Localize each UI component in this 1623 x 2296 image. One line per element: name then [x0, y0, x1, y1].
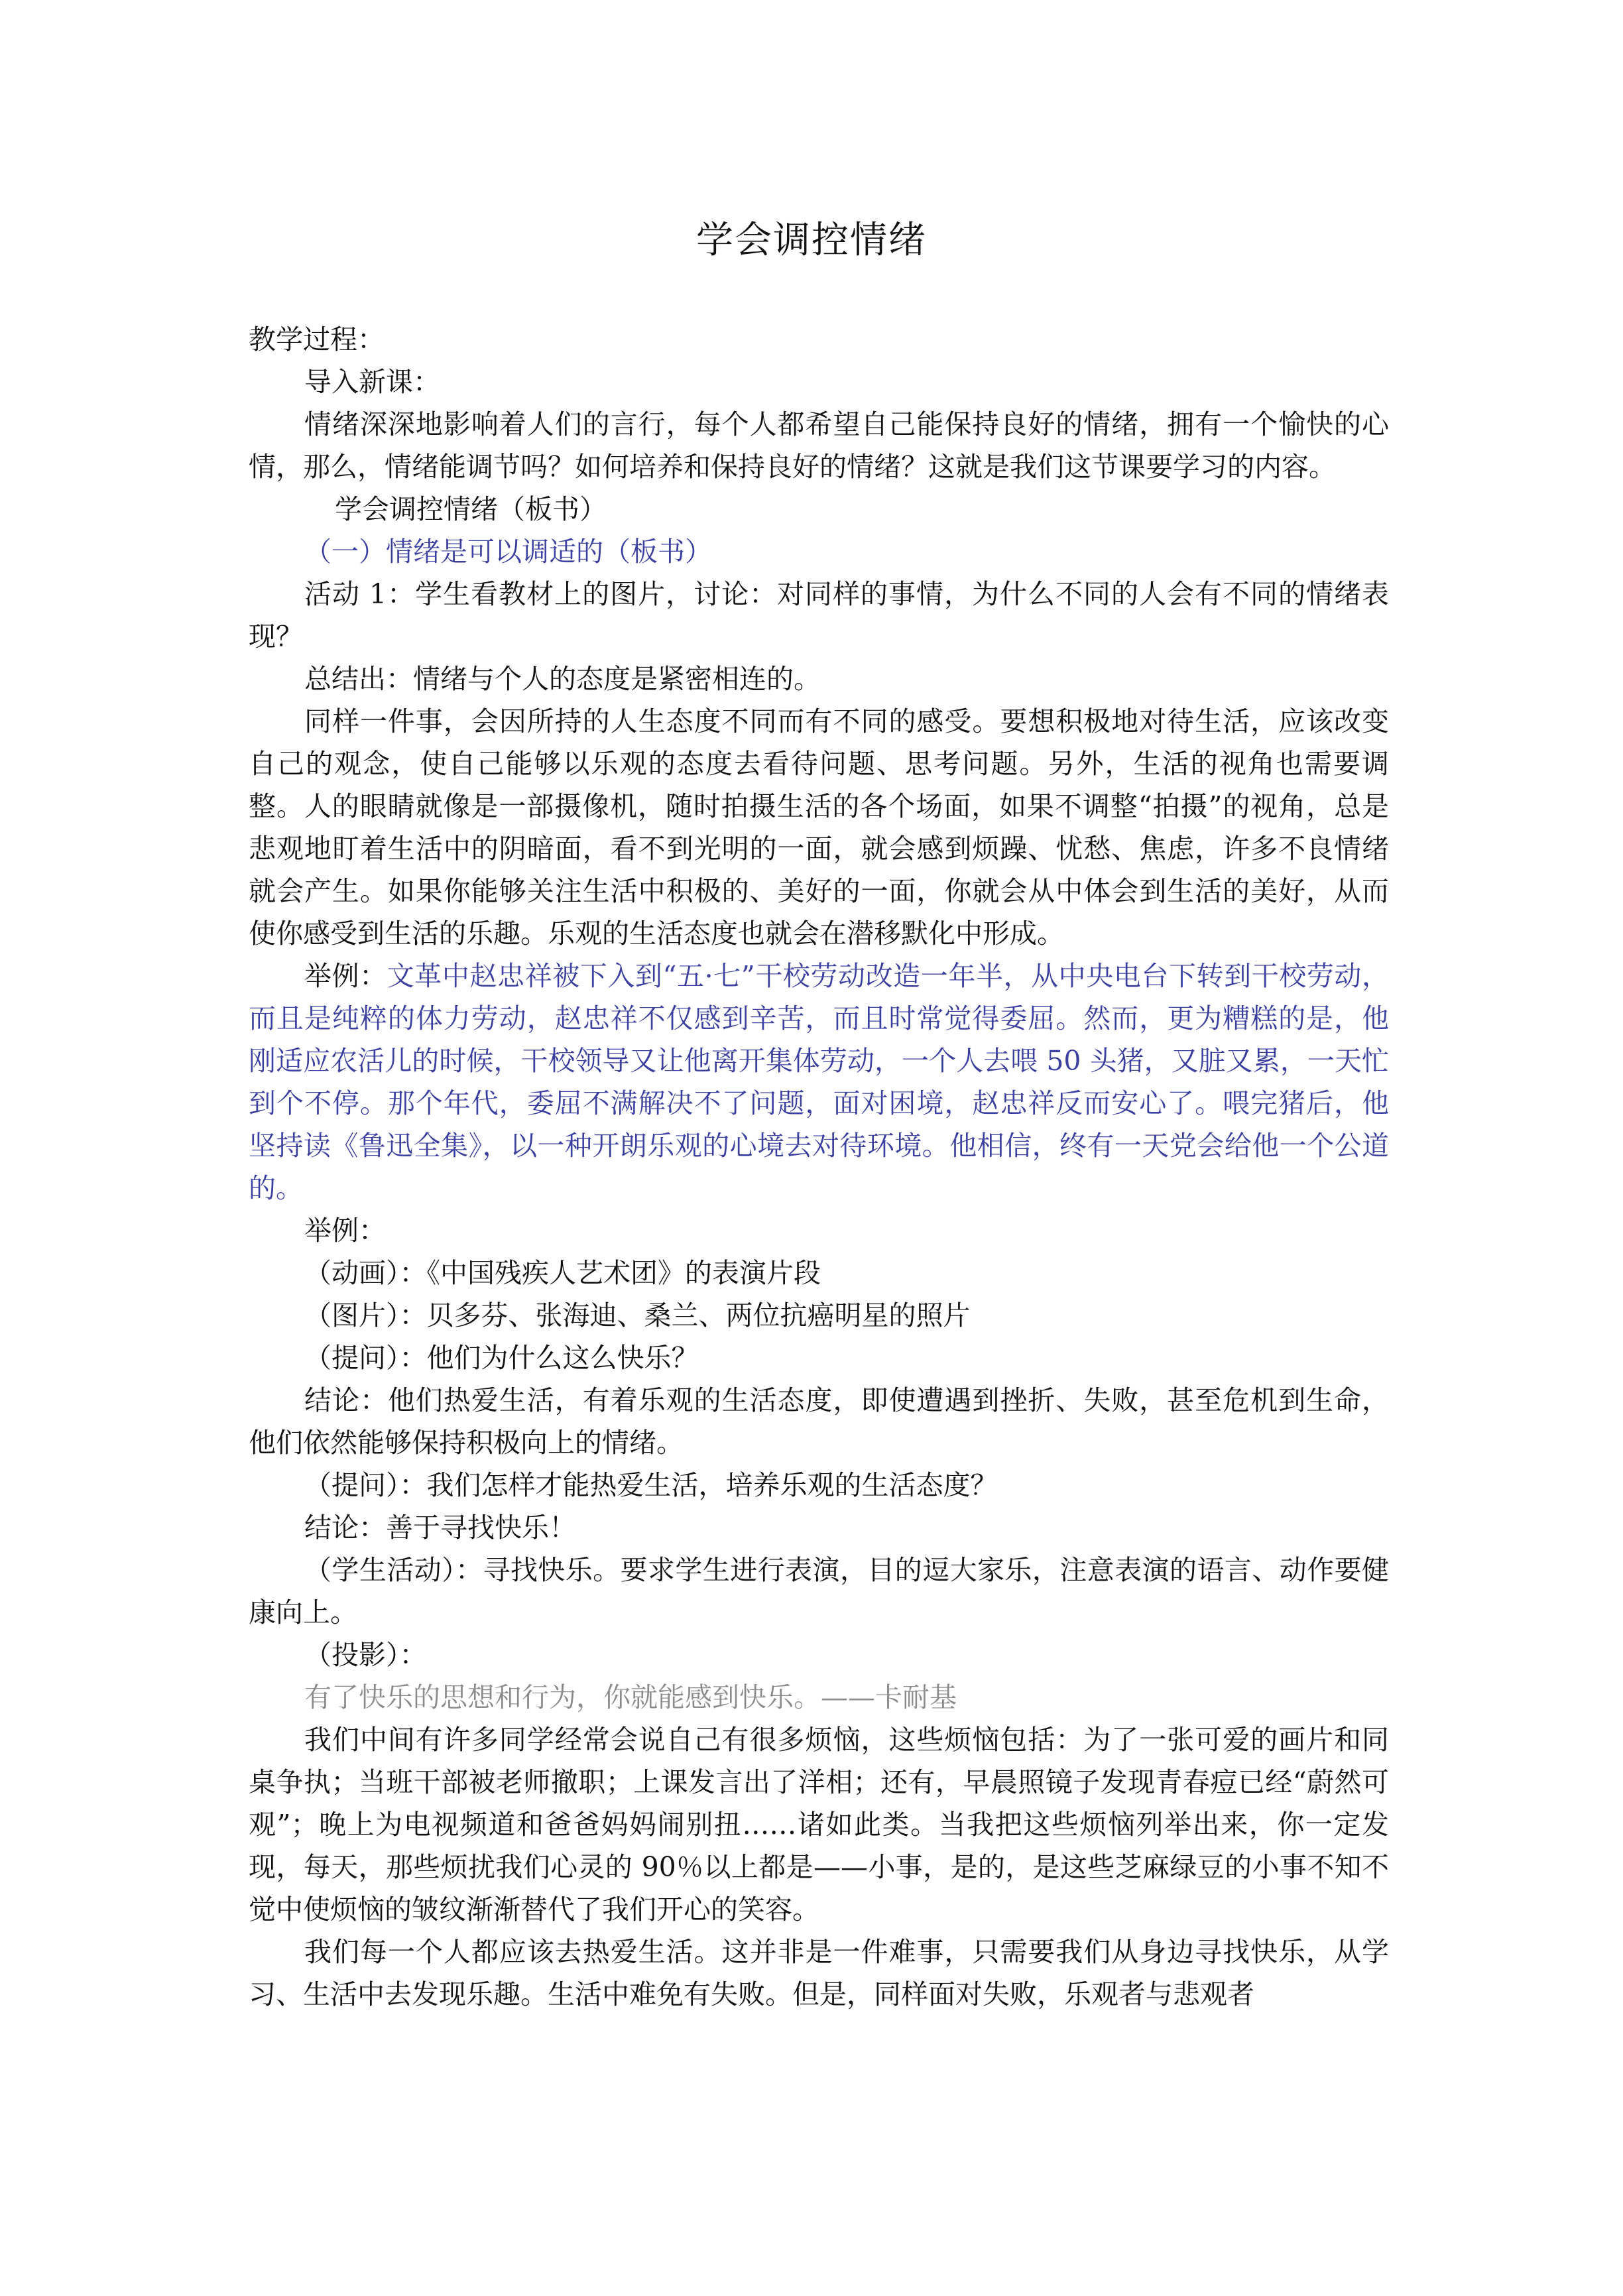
example-label: 举例：	[304, 960, 387, 992]
document-body	[249, 318, 1389, 2016]
example2-label: 举例：	[304, 1215, 386, 1246]
question-1: （提问）：他们为什么这么快乐？	[304, 1342, 699, 1374]
activity-1: 活动 1：学生看教材上的图片，讨论：对同样的事情，为什么不同的人会有不同的情绪表现？	[249, 578, 1389, 652]
conclusion-1: 结论：他们热爱生活，有着乐观的生活态度，即使遭遇到挫折、失败，甚至危机到生命，他们依然能够保持积极向上的情绪。	[249, 1384, 1389, 1459]
teaching-process-heading: 教学过程：	[249, 324, 385, 355]
projection-label: （投影）：	[304, 1639, 427, 1671]
quote-line: 有了快乐的思想和行为，你就能感到快乐。——卡耐基	[304, 1681, 957, 1713]
section-heading-1: （一）情绪是可以调适的（板书）	[304, 536, 712, 568]
question-2: （提问）：我们怎样才能热爱生活，培养乐观的生活态度？	[304, 1469, 998, 1501]
example-text: 文革中赵忠祥被下入到“五·七”干校劳动改造一年半，从中央电台下转到干校劳动，而且是纯粹的体力劳动，赵忠祥不仅感到辛苦，而且时常觉得委屈。然而，更为糟糕的是，他刚适应农活儿的时候，干校领导又让他离开集体劳动，一个人去喂 50 头猪，又脏又累，一天忙到个不停。那个年代，委屈不满解决不了问题，面对困境，赵忠祥反而安心了。喂完猪后，他坚持读《鲁迅全集》，以一种开朗乐观的心境去对待环境。他相信，终有一天党会给他一个公道的。	[249, 960, 1390, 1204]
paragraph-troubles: 我们中间有许多同学经常会说自己有很多烦恼，这些烦恼包括：为了一张可爱的画片和同桌争执；当班干部被老师撤职；上课发言出了洋相；还有，早晨照镜子发现青春痘已经“蔚然可观”；晚上为电视频道和爸爸妈妈闹别扭……诸如此类。当我把这些烦恼列举出来，你一定发现，每天，那些烦扰我们心灵的 90％以上都是——小事，是的，是这些芝麻绿豆的小事不知不觉中使烦恼的皱纹渐渐替代了我们开心的笑容。	[249, 1724, 1389, 1925]
document-title: 学会调控情绪	[696, 219, 927, 262]
example-paragraph	[249, 955, 1389, 1209]
student-activity: （学生活动）：寻找快乐。要求学生进行表演，目的逗大家乐，注意表演的语言、动作要健康向上。	[249, 1554, 1389, 1628]
summary-line: 总结出：情绪与个人的态度是紧密相连的。	[304, 663, 821, 695]
picture-line: （图片）：贝多芬、张海迪、桑兰、两位抗癌明星的照片	[304, 1299, 971, 1331]
intro-label: 导入新课：	[304, 366, 440, 398]
board-title: 学会调控情绪（板书）	[335, 493, 607, 525]
animation-line: （动画）：《中国残疾人艺术团》的表演片段	[304, 1257, 821, 1289]
paragraph-attitude: 同样一件事，会因所持的人生态度不同而有不同的感受。要想积极地对待生活，应该改变自己的观念，使自己能够以乐观的态度去看待问题、思考问题。另外，生活的视角也需要调整。人的眼睛就像是一部摄像机，随时拍摄生活的各个场面，如果不调整“拍摄”的视角，总是悲观地盯着生活中的阴暗面，看不到光明的一面，就会感到烦躁、忧愁、焦虑，许多不良情绪就会产生。如果你能够关注生活中积极的、美好的一面，你就会从中体会到生活的美好，从而使你感受到生活的乐趣。乐观的生活态度也就会在潜移默化中形成。	[249, 705, 1389, 949]
paragraph-love-life: 我们每一个人都应该去热爱生活。这并非是一件难事，只需要我们从身边寻找快乐，从学习、生活中去发现乐趣。生活中难免有失败。但是，同样面对失败，乐观者与悲观者	[249, 1936, 1389, 2010]
intro-paragraph: 情绪深深地影响着人们的言行，每个人都希望自己能保持良好的情绪，拥有一个愉快的心情，那么，情绪能调节吗？如何培养和保持良好的情绪？这就是我们这节课要学习的内容。	[249, 408, 1389, 483]
conclusion-2: 结论：善于寻找快乐！	[304, 1512, 576, 1543]
